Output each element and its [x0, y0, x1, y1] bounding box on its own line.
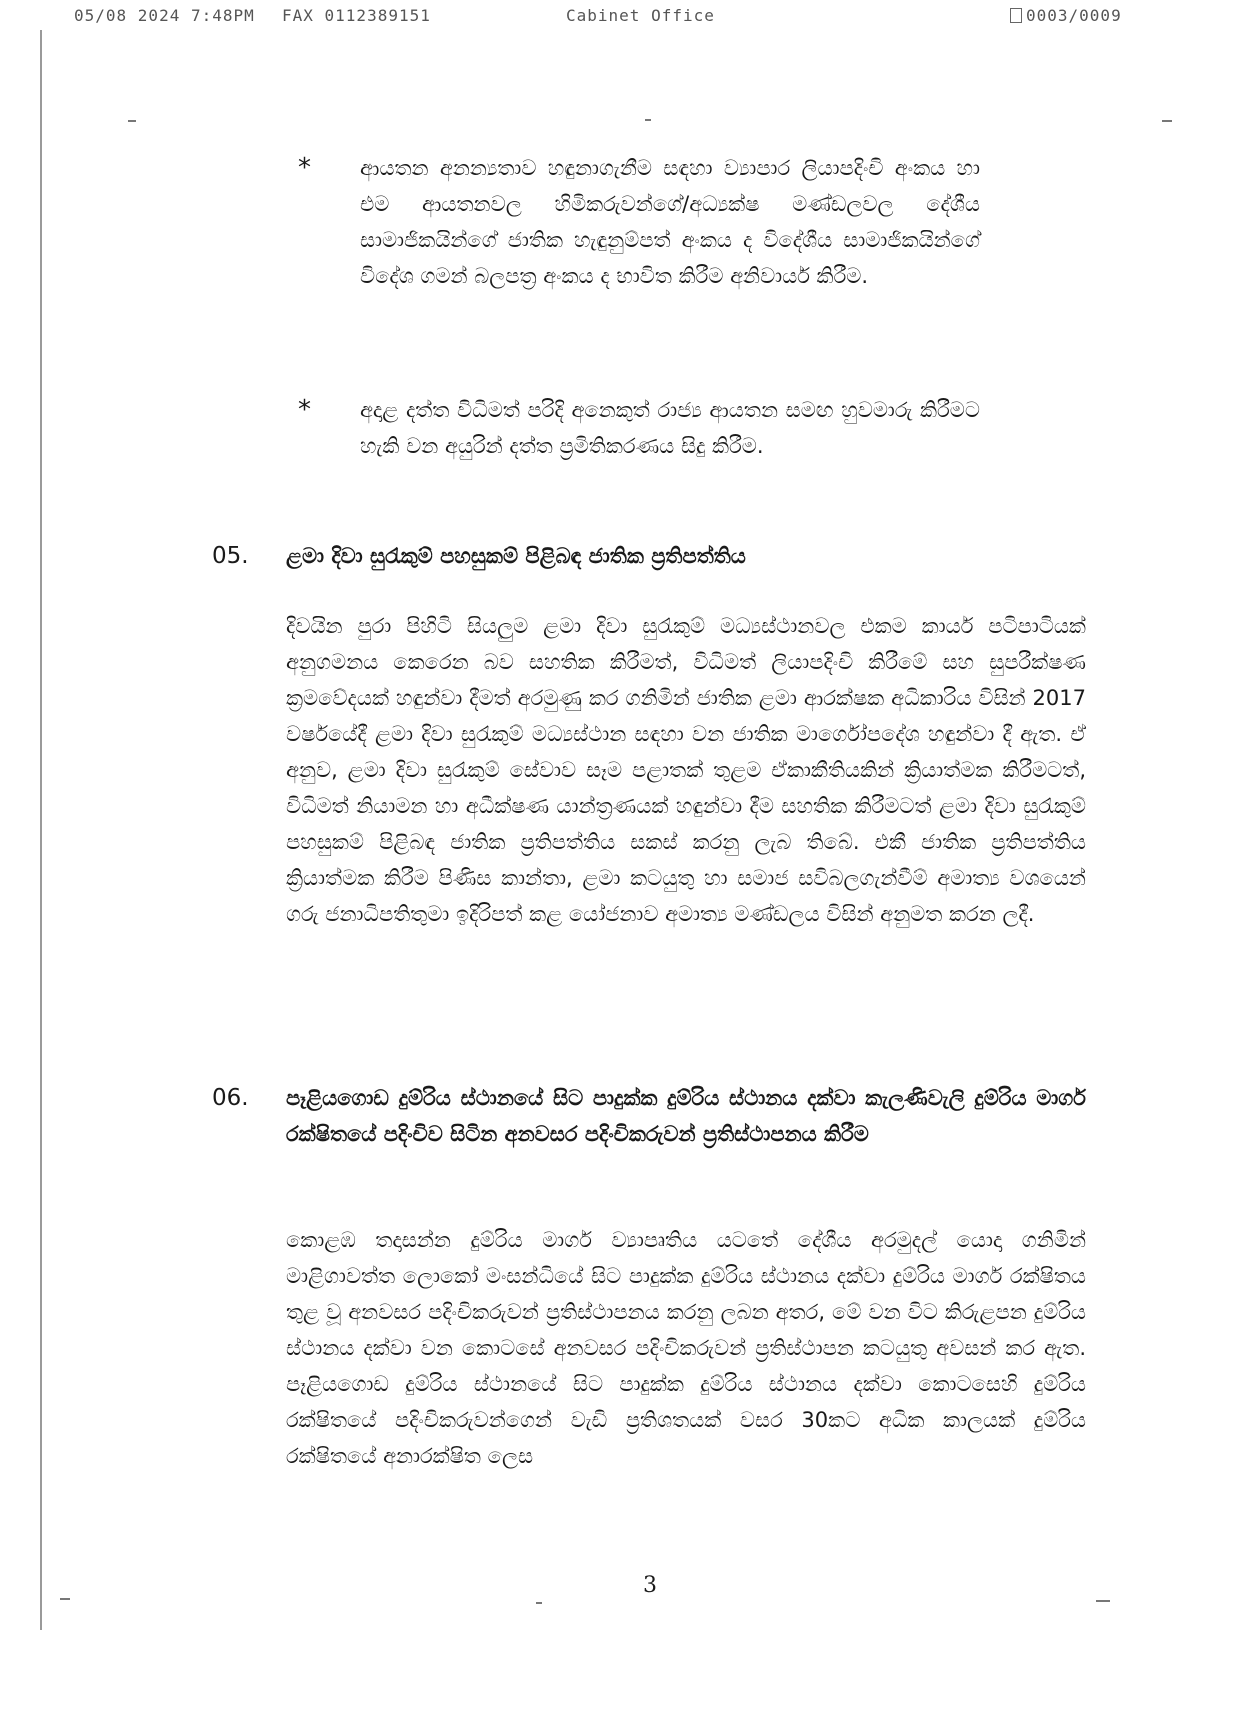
section-paragraph: දිවයින පුරා පිහිටි සියලුම ළමා දිවා සුරැකුම් මධ්‍යස්ථානවල එකම කාර්ය පටිපාටියක් අනුගමනය කෙරෙන බව සහතික කිරීමත්, විධිමත් ලියාපදිංචි කිරීමේ සහ සුපරීක්ෂණ ක්‍රමවේදයක් හඳුන්වා දීමත් අරමුණු කර ගනිමින් ජාතික ළමා ආරක්ෂක අධිකාරිය විසින් 2017 වර්ෂයේදී ළමා දිවා සුරැකුම් මධ්‍යස්ථාන සඳහා වන ජාතික මාර්ගෝපදේශ හඳුන්වා දී ඇත. ඒ අනුව, ළමා දිවා සුරැකුම් සේවාව සෑම පළාතක් තුළම ඒකාකීතියකින් ක්‍රියාත්මක කිරීමටත්, විධිමත් නියාමන හා අධීක්ෂණ යාන්ත්‍රණයක් හඳුන්වා දීම සහතික කිරීමටත් ළමා දිවා සුරැකුම් පහසුකම් පිළිබඳ ජාතික ප්‍රතිපත්තිය සකස් කරනු ලැබ තිබේ. එකී ජාතික ප්‍රතිපත්තිය ක්‍රියාත්මක කිරීම පිණිස කාන්තා, ළමා කටයුතු හා සමාජ සවිබලගැන්වීම් අමාත්‍ය වශයෙන් ගරු ජනාධිපතිතුමා ඉදිරිපත් කළ යෝජනාව අමාත්‍ය මණ්ඩලය විසින් අනුමත කරන ලදී. — [286, 614, 1086, 926]
fax-datetime: 05/08 2024 7:48PM — [74, 6, 255, 25]
fax-number: FAX 0112389151 — [282, 6, 431, 25]
section-number: 06. — [212, 1085, 249, 1111]
bullet-item: අදාළ දත්ත විධිමත් පරිදි අනෙකුත් රාජ්‍ය ආයතන සමඟ හුවමාරු කිරීමට හැකි වන අයුරින් දත්ත ප්‍රමිතිකරණය සිදු කිරීම. — [360, 398, 980, 458]
fax-page-count: 0003/0009 — [1026, 6, 1122, 25]
section-paragraph: කොළඹ තදාසන්න දුම්රිය මාර්ග ව්‍යාපෘතිය යටතේ දේශීය අරමුදල් යොදා ගනිමින් මාළිගාවත්ත ලොකෝ මංසන්ධියේ සිට පාදුක්ක දුම්රිය ස්ථානය දක්වා දුම්රිය මාර්ග රක්ෂිතය තුළ වූ අනවසර පදිංචිකරුවන් ප්‍රතිස්ථාපනය කරනු ලබන අතර, මේ වන විට කිරුළපන දුම්රිය ස්ථානය දක්වා වන කොටසේ අනවසර පදිංචිකරුවන් ප්‍රතිස්ථාපන කටයුතු අවසන් කර ඇත. පෑළියගොඩ දුම්රිය ස්ථානයේ සිට පාදුක්ක දුම්රිය ස්ථානය දක්වා කොටසෙහි දුම්රිය රක්ෂිතයේ පදිංචිකරුවන්ගෙන් වැඩි ප්‍රතිශතයක් වසර 30කට අධික කාලයක් දුම්රිය රක්ෂිතයේ අනාරක්ෂිත ලෙස — [286, 1228, 1086, 1468]
bullet-marker: * — [298, 395, 311, 425]
section-title: පෑළියගොඩ දුම්රිය ස්ථානයේ සිට පාදුක්ක දුම්රිය ස්ථානය දක්වා කැලණිවැලි දුම්රිය මාර්ග රක්ෂිතයේ පදිංචිව සිටින අනවසර පදිංචිකරුවන් ප්‍රතිස්ථාපනය කිරීම — [286, 1086, 1086, 1146]
bullet-item: ආයතන අනන්‍යතාව හඳුනාගැනීම සඳහා ව්‍යාපාර ලියාපදිංචි අංකය හා එම ආයතනවල හිමිකරුවන්ගේ/අධ්‍යක්ෂ මණ්ඩලවල දේශීය සාමාජිකයින්ගේ ජාතික හැඳුනුම්පත් අංකය ද විදේශීය සාමාජිකයින්ගේ විදේශ ගමන් බලපත්‍ර අංකය ද භාවිත කිරීම අනිවාර්ය කිරීම. — [360, 156, 980, 288]
page-number: 3 — [643, 1573, 657, 1598]
fax-sender: Cabinet Office — [566, 6, 715, 25]
section-title: ළමා දිවා සුරැකුම් පහසුකම් පිළිබඳ ජාතික ප්‍රතිපත්තිය — [286, 544, 746, 568]
bullet-marker: * — [298, 153, 311, 183]
section-number: 05. — [212, 543, 249, 569]
